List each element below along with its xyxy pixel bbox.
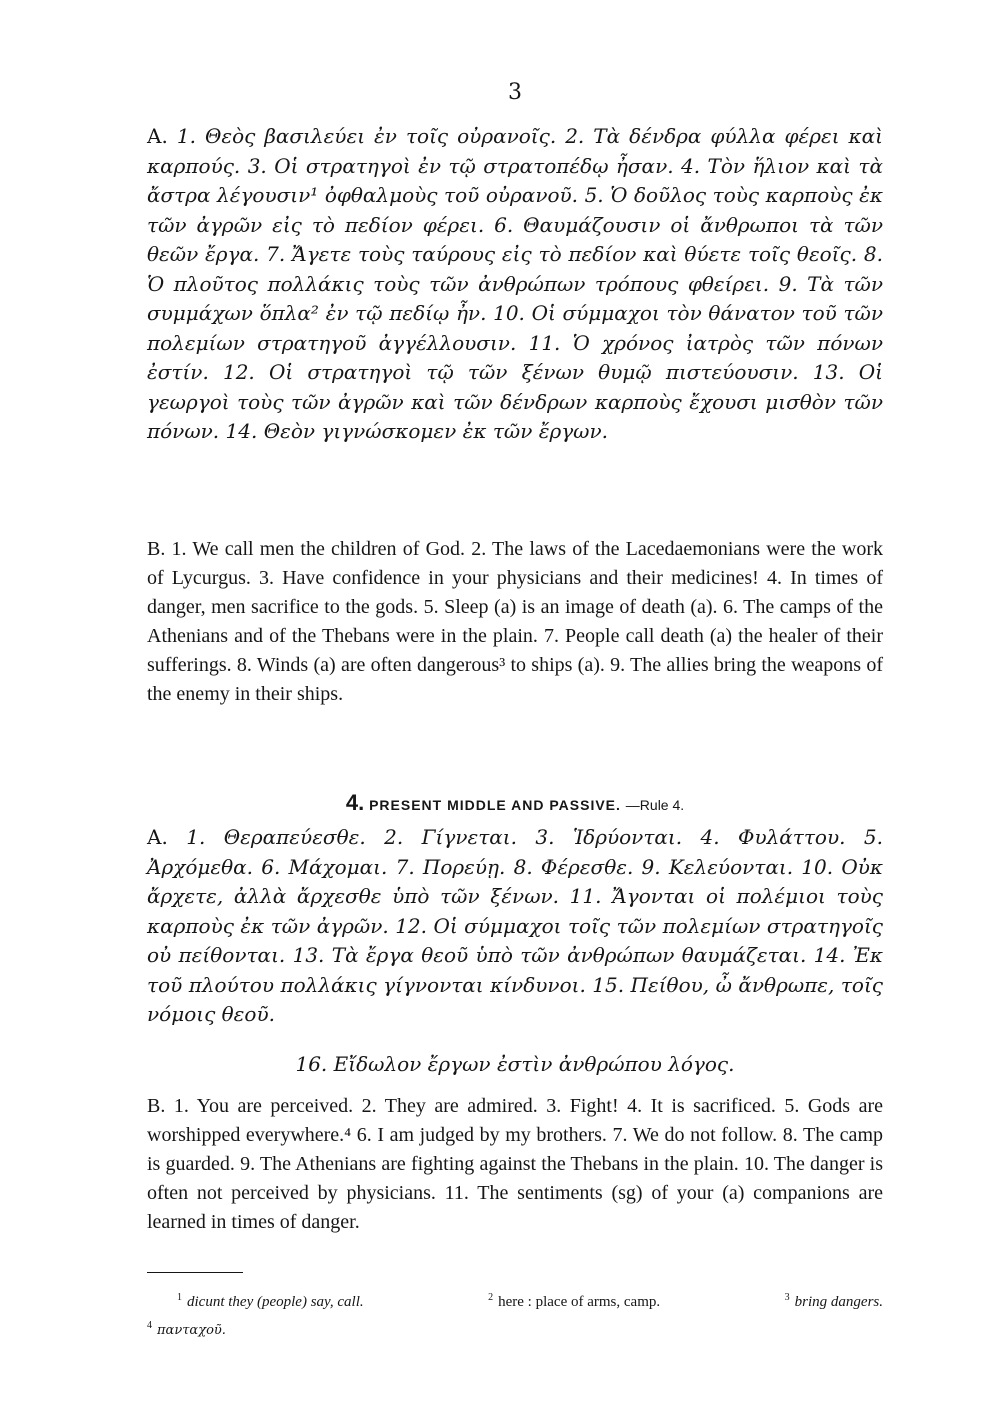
footnotes — [147, 1286, 883, 1343]
footnote-3 — [785, 1286, 883, 1314]
section-4-greek-paragraph — [147, 823, 883, 1030]
footnote-line — [147, 1314, 883, 1343]
footnote-mark: 2 — [488, 1292, 494, 1303]
proverb-line: 16. Εἴδωλον ἔργων ἐστὶν ἀνθρώπου λόγος. — [295, 1052, 735, 1076]
exercise-3-english-paragraph — [147, 535, 883, 709]
footnote-text: bring dangers. — [794, 1294, 883, 1310]
footnote-mark: 4 — [147, 1320, 152, 1331]
section-title: PRESENT MIDDLE AND PASSIVE. — [369, 797, 621, 813]
footnote-text: πανταχοῦ. — [157, 1323, 226, 1338]
greek-sentences: 1. Θεὸς βασιλεύει ἐν τοῖς οὐρανοῖς. 2. Τὰ δένδρα φύλλα φέρει καὶ καρπούς. 3. Οἱ στρατηγοὶ ἐν τῷ στρατοπέδῳ ἦσαν. 4. Τὸν ἥλιον καὶ τὰ ἄστρα λέγουσιν¹ ὀφθαλμοὺς τοῦ οὐρανοῦ. 5. Ὁ δοῦλος τοὺς καρποὺς ἐκ τῶν ἀγρῶν εἰς τὸ πεδίον φέρει. 6. Θαυμάζουσιν οἱ ἄνθρωποι τὰ τῶν θεῶν ἔργα. 7. Ἄγετε τοὺς ταύρους εἰς τὸ πεδίον καὶ θύετε τοῖς θεοῖς. 8. Ὁ πλοῦτος πολλάκις τοὺς τῶν ἀνθρώπων τρόπους φθείρει. 9. Τὰ τῶν συμμάχων ὅπλα² ἐν τῷ πεδίῳ ἦν. 10. Οἱ σύμμαχοι τὸν θάνατον τοῦ τῶν πολεμίων στρατηγοῦ ἀγγέλλουσιν. 11. Ὁ χρόνος ἰατρὸς τῶν πόνων ἐστίν. 12. Οἱ στρατηγοὶ τῷ τῶν ξένων θυμῷ πιστεύουσιν. 13. Οἱ γεωργοὶ τοὺς τῶν ἀγρῶν καὶ τῶν δένδρων καρποὺς ἔχουσι μισθὸν τῶν πόνων. 14. Θεὸν γιγνώσκομεν ἐκ τῶν ἔργων. — [147, 124, 884, 443]
footnote-2 — [488, 1286, 660, 1314]
section-4-english-paragraph — [147, 1092, 883, 1237]
paragraph-label: B. — [147, 1095, 166, 1117]
exercise-3-greek-paragraph — [147, 122, 883, 447]
paragraph-label: A. — [147, 124, 168, 148]
paragraph-label: B. — [147, 538, 166, 560]
english-sentences: 1. We call men the children of God. 2. The laws of the Lacedaemonians were the work of Lycurgus. 3. Have confidence in your physicians and their medicines! 4. In times of danger, men sacrifice to the gods. 5. Sleep (a) is an image of death (a). 6. The camps of the Athenians and of the Thebans were in the plain. 7. People call death (a) the healer of their sufferings. 8. Winds (a) are often dangerous³ to ships (a). 9. The allies bring the weapons of the enemy in their ships. — [147, 538, 884, 705]
footnote-line — [147, 1286, 883, 1314]
paragraph-label: A. — [147, 825, 168, 849]
footnote-4 — [147, 1314, 226, 1343]
textbook-page — [147, 0, 883, 1424]
english-sentences: 1. You are perceived. 2. They are admired. 3. Fight! 4. It is sacrificed. 5. Gods are worshipped everywhere.⁴ 6. I am judged by my brothers. 7. We do not follow. 8. The camp is guarded. 9. The Athenians are fighting against the Thebans in the plain. 10. The danger is often not perceived by physicians. 11. The sentiments (sg) of your (a) companions are learned in times of danger. — [147, 1095, 883, 1233]
greek-sentences: 1. Θεραπεύεσθε. 2. Γίγνεται. 3. Ἱδρύονται. 4. Φυλάττου. 5. Ἀρχόμεθα. 6. Μάχομαι. 7. Πορεύῃ. 8. Φέρεσθε. 9. Κελεύονται. 10. Οὐκ ἄρχετε, ἀλλὰ ἄρχεσθε ὑπὸ τῶν ξένων. 11. Ἄγονται οἱ πολέμιοι τοὺς καρποὺς ἐκ τῶν ἀγρῶν. 12. Οἱ σύμμαχοι τοῖς τῶν πολεμίων στρατηγοῖς οὐ πείθονται. 13. Τὰ ἔργα θεοῦ ὑπὸ τῶν ἀνθρώπων θαυμάζεται. 14. Ἐκ τοῦ πλούτου πολλάκις γίγνονται κίνδυνοι. 15. Πείθου, ὦ ἄνθρωπε, τοῖς νόμοις θεοῦ. — [147, 825, 883, 1026]
section-heading — [147, 790, 883, 816]
page-number: 3 — [508, 80, 522, 105]
footnote-text: dicunt they (people) say, call. — [187, 1294, 364, 1310]
footnote-text: here : place of arms, camp. — [498, 1294, 661, 1310]
footnote-mark: 1 — [177, 1292, 182, 1303]
footnote-mark: 3 — [784, 1292, 790, 1303]
footnote-divider — [147, 1272, 243, 1273]
section-number: 4. — [345, 790, 365, 815]
footnote-1 — [177, 1286, 364, 1314]
section-rule: —Rule 4. — [625, 797, 685, 813]
